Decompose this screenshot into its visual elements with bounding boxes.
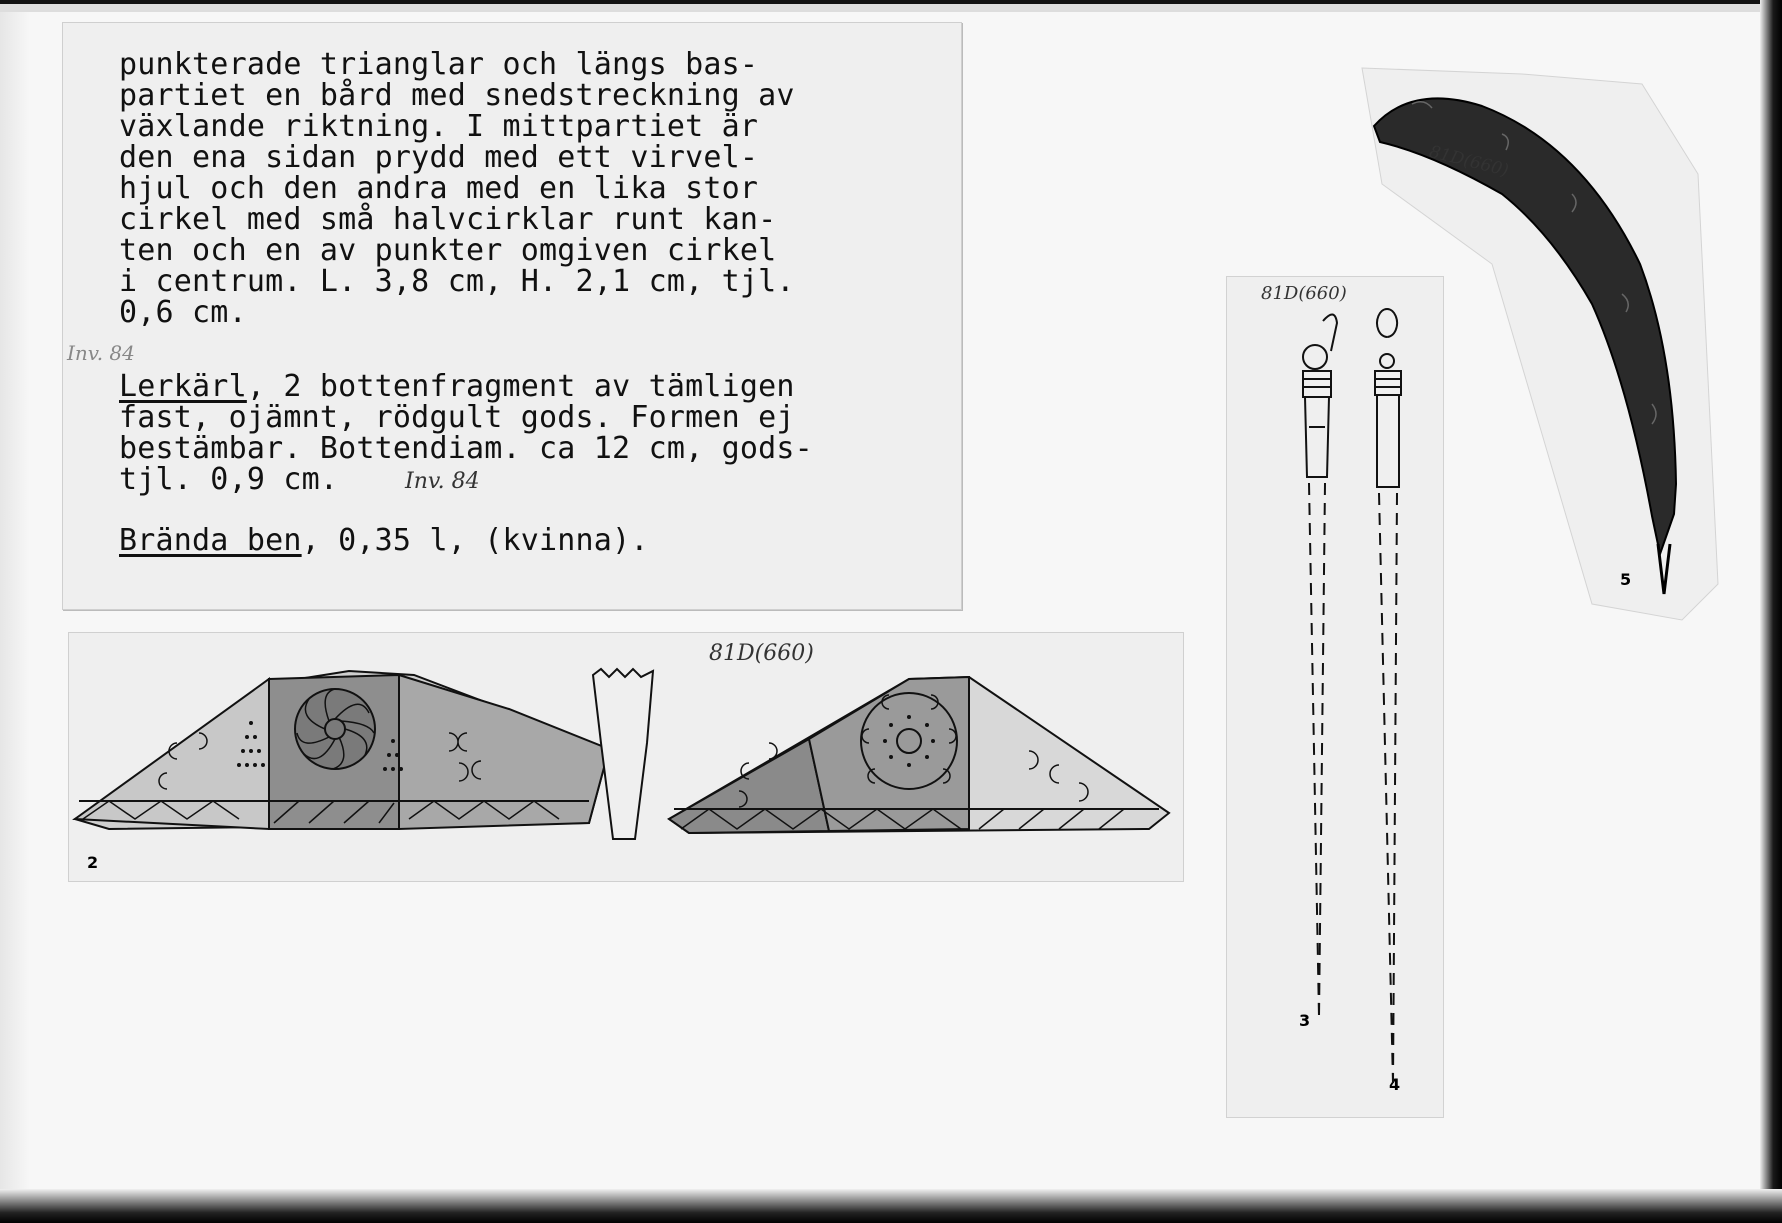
typed-text-card xyxy=(62,22,962,610)
term-lerkarl: Lerkärl xyxy=(119,369,247,404)
paragraph-2: Lerkärl, 2 bottenfragment av tämligen fast, ojämnt, rödgult gods. Formen ej bestämbar. Bottendiam. ca 12 cm, gods- tjl. 0,9 cm. xyxy=(119,369,813,497)
figure-2-drawing xyxy=(69,633,1183,881)
inventory-note: Inv. 84 xyxy=(405,469,480,494)
figure-5-label: 81D(660) xyxy=(1427,142,1511,181)
sheet-edge-right xyxy=(1760,0,1782,1223)
figure-2-label: 81D(660) xyxy=(709,641,814,666)
knife-card-outline xyxy=(1352,64,1718,620)
figure-3-label: 81D(660) xyxy=(1261,283,1347,304)
term-branda-ben: Brända ben xyxy=(119,523,302,558)
figure-2-strip xyxy=(68,632,1184,882)
figure-3-number: 3 xyxy=(1299,1011,1311,1030)
paragraph-1: punkterade trianglar och längs bas- partiet en bård med snedstreckning av växlande riktning. I mittpartiet är den ena sidan prydd med ett virvel- hjul och den andra med en lika stor cirkel med små halvcirklar runt kan- ten och en av punkter omgiven cirkel i centrum. L. 3,8 cm, H. 2,1 cm, tjl. 0,6 cm. xyxy=(119,47,795,330)
figure-5-card xyxy=(1352,64,1718,620)
sheet-edge-top xyxy=(0,0,1782,12)
sheet-edge-bottom xyxy=(0,1189,1782,1223)
paragraph-3: Brända ben, 0,35 l, (kvinna). xyxy=(119,523,649,558)
figure-5-number: 5 xyxy=(1620,570,1632,589)
figure-4-number: 4 xyxy=(1389,1075,1401,1094)
sheet-edge-left xyxy=(0,0,30,1223)
figure-2-number: 2 xyxy=(87,853,99,872)
margin-inventory-note: Inv. 84 xyxy=(67,341,135,365)
